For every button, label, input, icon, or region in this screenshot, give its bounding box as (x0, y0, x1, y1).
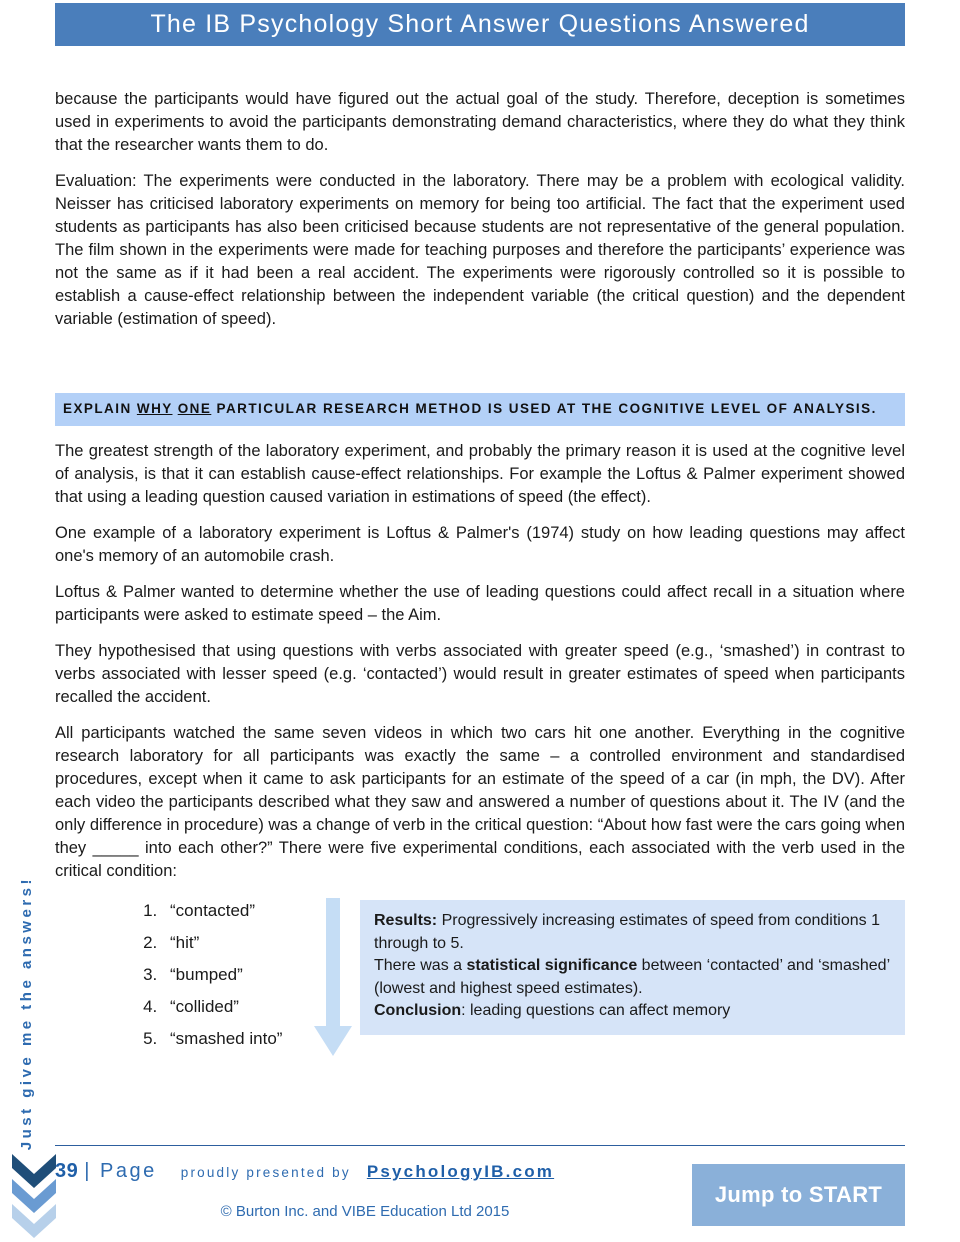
list-item: 4. “collided” (162, 991, 282, 1023)
jump-to-start-button[interactable] (692, 1164, 905, 1226)
proudly-presented-by-text: proudly presented by (180, 1165, 351, 1180)
list-item: 1. “contacted” (162, 895, 282, 927)
conditions-list (140, 895, 282, 1055)
conclusion-label: Conclusion (374, 1002, 462, 1019)
results-box (360, 900, 905, 1035)
list-item: 2. “hit” (162, 927, 282, 959)
footer-credit-line (55, 1160, 675, 1186)
side-tab-just-give-me-the-answers (8, 805, 44, 1150)
results-line2-bold: statistical significance (466, 957, 638, 974)
conditions-and-results-area (55, 895, 905, 1055)
results-line2-post: between ‘contacted’ and ‘smashed’ (lowest and highest speed estimates). (374, 957, 890, 997)
results-label: Results: (374, 912, 438, 929)
section-spacer (55, 331, 905, 393)
conclusion-text: : leading questions can affect memory (461, 1002, 731, 1019)
page-header-banner (55, 3, 905, 46)
side-tab-label: Just give me the answers! (17, 875, 35, 1150)
copyright-notice: © Burton Inc. and VIBE Education Ltd 2015 (220, 1203, 510, 1220)
paragraph-continuation: because the participants would have figured out the actual goal of the study. Therefore, deception is sometimes used in experiments to avoid the participants demonstrating demand characteristics, where they do what they think that the researcher wants them to do. (55, 90, 905, 154)
page-label: | Page (84, 1160, 157, 1182)
results-conclusion-line (374, 1000, 893, 1023)
document-content (55, 88, 905, 1055)
list-item: 5. “smashed into” (162, 1023, 282, 1055)
question-heading-underline-one: ONE (177, 401, 212, 416)
answer-paragraph-1: The greatest strength of the laboratory experiment, and probably the primary reason it is used at the cognitive level of analysis, is that it can establish cause-effect relationships. For example the Loftus & Palmer experiment showed that using a leading question caused variation in estimations of speed (the effect). (55, 442, 905, 506)
answer-paragraph-5: All participants watched the same seven videos in which two cars hit one another. Everything in the cognitive research laboratory for all participants was exactly the same – a controlled environment and standardised procedures, except when it came to ask participants for an estimate of the speed of a car (in mph, the DV). After each video the participants described what they saw and answered a number of questions about it. The IV (and the only difference in procedure) was a change of verb in the critical question: “About how fast were the cars going when they _____ into each other?” There were five experimental conditions, each associated with the verb used in the critical condition: (55, 724, 905, 880)
results-text: Progressively increasing estimates of speed from conditions 1 through to 5. (374, 912, 880, 952)
chevron-down-triple-icon (10, 1152, 58, 1238)
footer-divider (55, 1145, 905, 1146)
website-link[interactable]: PsychologyIB.com (366, 1162, 555, 1181)
list-item: 3. “bumped” (162, 959, 282, 991)
page-title: The IB Psychology Short Answer Questions Answered (150, 10, 810, 38)
question-heading-underline-why: WHY (136, 401, 173, 416)
answer-paragraph-4: They hypothesised that using questions with verbs associated with greater speed (e.g., ‘smashed’) in contrast to verbs associated with lesser speed (e.g. ‘contacted’) would result in greater estimates of speed when participants recalled the accident. (55, 642, 905, 706)
answer-paragraph-3: Loftus & Palmer wanted to determine whether the use of leading questions could affect recall in a situation where participants were asked to estimate speed – the Aim. (55, 583, 905, 624)
paragraph-evaluation: Evaluation: The experiments were conducted in the laboratory. There may be a problem with ecological validity. Neisser has criticised laboratory experiments on memory for being too artificial. The fact that the experiment used students as participants has also been criticised because students are not representative of the general population. The film shown in the experiments were made for teaching purposes and therefore the participants’ experience was not the same as if it had been a real accident. The experiments were rigorously controlled so it is possible to establish a cause-effect relationship between the independent variable (the critical question) and the dependent variable (estimation of speed). (55, 172, 905, 328)
question-heading-part-3: PARTICULAR RESEARCH METHOD IS USED AT THE COGNITIVE LEVEL OF ANALYSIS. (211, 401, 877, 416)
question-heading-part-1: EXPLAIN (63, 401, 137, 416)
answer-paragraph-2: One example of a laboratory experiment is Loftus & Palmer's (1974) study on how leading questions may affect one's memory of an automobile crash. (55, 524, 905, 565)
down-arrow-icon (313, 898, 353, 1058)
results-line2-pre: There was a (374, 957, 467, 974)
jump-to-start-label: Jump to START (714, 1182, 883, 1207)
results-line-1 (374, 910, 893, 955)
page-number: 39 (55, 1160, 79, 1182)
results-line-2 (374, 955, 893, 1000)
question-heading-box (55, 393, 905, 426)
